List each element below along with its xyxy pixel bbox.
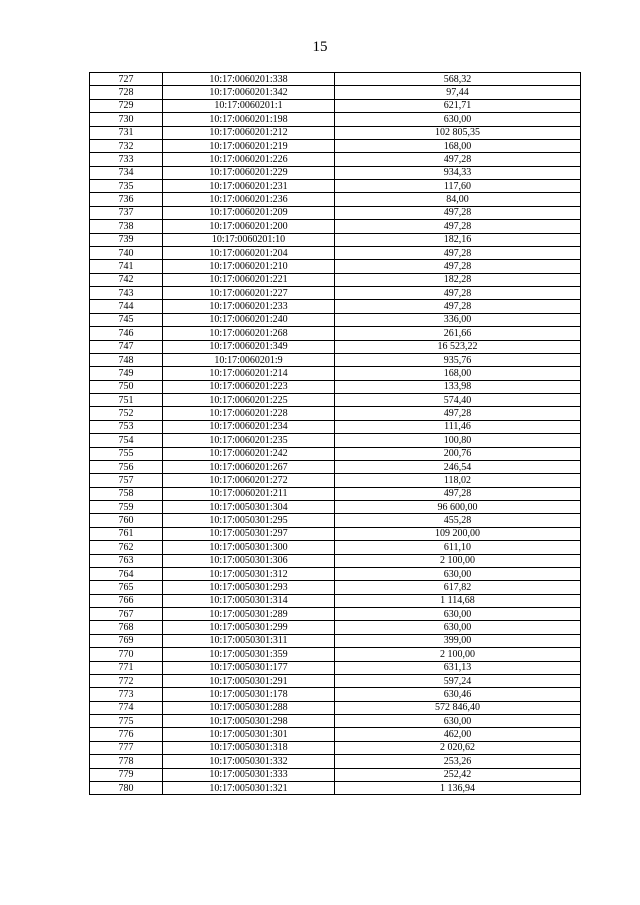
row-number-cell: 767 — [90, 608, 163, 621]
row-number-cell: 774 — [90, 701, 163, 714]
row-number-cell: 751 — [90, 394, 163, 407]
value-cell: 621,71 — [335, 99, 581, 112]
cadastral-number-cell: 10:17:0050301:177 — [163, 661, 335, 674]
table-row — [90, 353, 581, 366]
cadastral-number-cell: 10:17:0060201:349 — [163, 340, 335, 353]
table-row — [90, 273, 581, 286]
table-row — [90, 447, 581, 460]
cadastral-number-cell: 10:17:0060201:209 — [163, 206, 335, 219]
table-row — [90, 581, 581, 594]
value-cell: 182,16 — [335, 233, 581, 246]
page-number: 15 — [312, 39, 328, 55]
value-cell: 617,82 — [335, 581, 581, 594]
table-row — [90, 300, 581, 313]
cadastral-number-cell: 10:17:0060201:235 — [163, 434, 335, 447]
table-row — [90, 701, 581, 714]
cadastral-number-cell: 10:17:0060201:214 — [163, 367, 335, 380]
table-row — [90, 715, 581, 728]
table-row — [90, 220, 581, 233]
cadastral-number-cell: 10:17:0060201:200 — [163, 220, 335, 233]
table-row — [90, 206, 581, 219]
value-cell: 102 805,35 — [335, 126, 581, 139]
table-row — [90, 246, 581, 259]
row-number-cell: 727 — [90, 73, 163, 86]
table-row — [90, 139, 581, 152]
cadastral-number-cell: 10:17:0060201:211 — [163, 487, 335, 500]
value-cell: 497,28 — [335, 407, 581, 420]
value-cell: 253,26 — [335, 755, 581, 768]
row-number-cell: 733 — [90, 153, 163, 166]
table-row — [90, 380, 581, 393]
value-cell: 630,00 — [335, 621, 581, 634]
value-cell: 497,28 — [335, 260, 581, 273]
row-number-cell: 728 — [90, 86, 163, 99]
cadastral-number-cell: 10:17:0060201:227 — [163, 287, 335, 300]
value-cell: 497,28 — [335, 220, 581, 233]
table-row — [90, 501, 581, 514]
table-row — [90, 474, 581, 487]
cadastral-number-cell: 10:17:0060201:338 — [163, 73, 335, 86]
table-row — [90, 394, 581, 407]
row-number-cell: 768 — [90, 621, 163, 634]
row-number-cell: 756 — [90, 460, 163, 473]
value-cell: 168,00 — [335, 139, 581, 152]
row-number-cell: 771 — [90, 661, 163, 674]
row-number-cell: 778 — [90, 755, 163, 768]
table-row — [90, 407, 581, 420]
cadastral-number-cell: 10:17:0050301:297 — [163, 527, 335, 540]
table-row — [90, 741, 581, 754]
value-cell: 96 600,00 — [335, 501, 581, 514]
row-number-cell: 746 — [90, 327, 163, 340]
cadastral-number-cell: 10:17:0050301:333 — [163, 768, 335, 781]
cadastral-number-cell: 10:17:0060201:231 — [163, 180, 335, 193]
table-row — [90, 514, 581, 527]
value-cell: 462,00 — [335, 728, 581, 741]
row-number-cell: 738 — [90, 220, 163, 233]
value-cell: 455,28 — [335, 514, 581, 527]
value-cell: 111,46 — [335, 420, 581, 433]
value-cell: 97,44 — [335, 86, 581, 99]
cadastral-number-cell: 10:17:0050301:298 — [163, 715, 335, 728]
row-number-cell: 740 — [90, 246, 163, 259]
cadastral-number-cell: 10:17:0060201:233 — [163, 300, 335, 313]
row-number-cell: 729 — [90, 99, 163, 112]
value-cell: 572 846,40 — [335, 701, 581, 714]
value-cell: 16 523,22 — [335, 340, 581, 353]
value-cell: 182,28 — [335, 273, 581, 286]
table-row — [90, 608, 581, 621]
value-cell: 497,28 — [335, 206, 581, 219]
cadastral-number-cell: 10:17:0050301:318 — [163, 741, 335, 754]
table-row — [90, 113, 581, 126]
table-row — [90, 193, 581, 206]
cadastral-number-cell: 10:17:0060201:212 — [163, 126, 335, 139]
cadastral-number-cell: 10:17:0050301:299 — [163, 621, 335, 634]
table-row — [90, 674, 581, 687]
table-row — [90, 73, 581, 86]
row-number-cell: 744 — [90, 300, 163, 313]
cadastral-number-cell: 10:17:0060201:204 — [163, 246, 335, 259]
cadastral-number-cell: 10:17:0060201:226 — [163, 153, 335, 166]
cadastral-number-cell: 10:17:0050301:288 — [163, 701, 335, 714]
row-number-cell: 770 — [90, 648, 163, 661]
value-cell: 935,76 — [335, 353, 581, 366]
row-number-cell: 772 — [90, 674, 163, 687]
cadastral-number-cell: 10:17:0050301:332 — [163, 755, 335, 768]
value-cell: 118,02 — [335, 474, 581, 487]
cadastral-number-cell: 10:17:0060201:267 — [163, 460, 335, 473]
value-cell: 630,46 — [335, 688, 581, 701]
row-number-cell: 764 — [90, 567, 163, 580]
table-row — [90, 594, 581, 607]
value-cell: 568,32 — [335, 73, 581, 86]
row-number-cell: 763 — [90, 554, 163, 567]
table-row — [90, 153, 581, 166]
value-cell: 2 100,00 — [335, 554, 581, 567]
table-row — [90, 126, 581, 139]
table-row — [90, 661, 581, 674]
row-number-cell: 757 — [90, 474, 163, 487]
row-number-cell: 769 — [90, 634, 163, 647]
cadastral-number-cell: 10:17:0050301:289 — [163, 608, 335, 621]
table-row — [90, 86, 581, 99]
row-number-cell: 732 — [90, 139, 163, 152]
table-row — [90, 434, 581, 447]
cadastral-number-cell: 10:17:0060201:210 — [163, 260, 335, 273]
cadastral-number-cell: 10:17:0060201:10 — [163, 233, 335, 246]
table-row — [90, 487, 581, 500]
table-row — [90, 781, 581, 794]
value-cell: 630,00 — [335, 567, 581, 580]
cadastral-number-cell: 10:17:0060201:198 — [163, 113, 335, 126]
table-row — [90, 554, 581, 567]
table-row — [90, 420, 581, 433]
table-row — [90, 527, 581, 540]
row-number-cell: 754 — [90, 434, 163, 447]
value-cell: 1 136,94 — [335, 781, 581, 794]
value-cell: 133,98 — [335, 380, 581, 393]
row-number-cell: 777 — [90, 741, 163, 754]
value-cell: 246,54 — [335, 460, 581, 473]
value-cell: 84,00 — [335, 193, 581, 206]
row-number-cell: 758 — [90, 487, 163, 500]
cadastral-number-cell: 10:17:0060201:225 — [163, 394, 335, 407]
table-row — [90, 313, 581, 326]
cadastral-number-cell: 10:17:0060201:342 — [163, 86, 335, 99]
value-cell: 574,40 — [335, 394, 581, 407]
cadastral-number-cell: 10:17:0060201:272 — [163, 474, 335, 487]
row-number-cell: 775 — [90, 715, 163, 728]
cadastral-number-cell: 10:17:0050301:300 — [163, 541, 335, 554]
value-cell: 497,28 — [335, 153, 581, 166]
table-row — [90, 541, 581, 554]
row-number-cell: 753 — [90, 420, 163, 433]
cadastral-number-cell: 10:17:0060201:229 — [163, 166, 335, 179]
table-row — [90, 768, 581, 781]
row-number-cell: 731 — [90, 126, 163, 139]
value-cell: 1 114,68 — [335, 594, 581, 607]
value-cell: 497,28 — [335, 287, 581, 300]
value-cell: 261,66 — [335, 327, 581, 340]
row-number-cell: 766 — [90, 594, 163, 607]
cadastral-number-cell: 10:17:0060201:236 — [163, 193, 335, 206]
value-cell: 109 200,00 — [335, 527, 581, 540]
cadastral-number-cell: 10:17:0060201:9 — [163, 353, 335, 366]
value-cell: 117,60 — [335, 180, 581, 193]
table-row — [90, 287, 581, 300]
row-number-cell: 776 — [90, 728, 163, 741]
table-row — [90, 367, 581, 380]
table-row — [90, 166, 581, 179]
cadastral-number-cell: 10:17:0050301:178 — [163, 688, 335, 701]
cadastral-number-cell: 10:17:0060201:228 — [163, 407, 335, 420]
row-number-cell: 737 — [90, 206, 163, 219]
row-number-cell: 736 — [90, 193, 163, 206]
cadastral-number-cell: 10:17:0060201:268 — [163, 327, 335, 340]
value-cell: 200,76 — [335, 447, 581, 460]
value-cell: 100,80 — [335, 434, 581, 447]
cadastral-table — [89, 72, 581, 795]
row-number-cell: 749 — [90, 367, 163, 380]
value-cell: 497,28 — [335, 300, 581, 313]
value-cell: 336,00 — [335, 313, 581, 326]
row-number-cell: 741 — [90, 260, 163, 273]
row-number-cell: 750 — [90, 380, 163, 393]
cadastral-number-cell: 10:17:0050301:321 — [163, 781, 335, 794]
table-row — [90, 327, 581, 340]
table-row — [90, 340, 581, 353]
row-number-cell: 760 — [90, 514, 163, 527]
value-cell: 399,00 — [335, 634, 581, 647]
value-cell: 497,28 — [335, 246, 581, 259]
row-number-cell: 735 — [90, 180, 163, 193]
cadastral-number-cell: 10:17:0050301:359 — [163, 648, 335, 661]
row-number-cell: 773 — [90, 688, 163, 701]
cadastral-number-cell: 10:17:0060201:234 — [163, 420, 335, 433]
value-cell: 630,00 — [335, 113, 581, 126]
row-number-cell: 765 — [90, 581, 163, 594]
row-number-cell: 747 — [90, 340, 163, 353]
row-number-cell: 743 — [90, 287, 163, 300]
table-row — [90, 260, 581, 273]
cadastral-number-cell: 10:17:0050301:291 — [163, 674, 335, 687]
row-number-cell: 745 — [90, 313, 163, 326]
row-number-cell: 762 — [90, 541, 163, 554]
cadastral-number-cell: 10:17:0060201:223 — [163, 380, 335, 393]
row-number-cell: 752 — [90, 407, 163, 420]
table-row — [90, 755, 581, 768]
value-cell: 497,28 — [335, 487, 581, 500]
row-number-cell: 755 — [90, 447, 163, 460]
value-cell: 631,13 — [335, 661, 581, 674]
value-cell: 934,33 — [335, 166, 581, 179]
row-number-cell: 742 — [90, 273, 163, 286]
table-row — [90, 567, 581, 580]
value-cell: 168,00 — [335, 367, 581, 380]
cadastral-number-cell: 10:17:0050301:301 — [163, 728, 335, 741]
table-row — [90, 634, 581, 647]
table-row — [90, 99, 581, 112]
cadastral-number-cell: 10:17:0060201:1 — [163, 99, 335, 112]
cadastral-number-cell: 10:17:0060201:240 — [163, 313, 335, 326]
row-number-cell: 780 — [90, 781, 163, 794]
table-row — [90, 180, 581, 193]
row-number-cell: 779 — [90, 768, 163, 781]
table-row — [90, 233, 581, 246]
table-row — [90, 621, 581, 634]
row-number-cell: 730 — [90, 113, 163, 126]
cadastral-number-cell: 10:17:0060201:221 — [163, 273, 335, 286]
row-number-cell: 739 — [90, 233, 163, 246]
cadastral-number-cell: 10:17:0050301:293 — [163, 581, 335, 594]
value-cell: 2 020,62 — [335, 741, 581, 754]
row-number-cell: 759 — [90, 501, 163, 514]
cadastral-number-cell: 10:17:0060201:219 — [163, 139, 335, 152]
value-cell: 252,42 — [335, 768, 581, 781]
value-cell: 611,10 — [335, 541, 581, 554]
value-cell: 630,00 — [335, 715, 581, 728]
cadastral-number-cell: 10:17:0050301:295 — [163, 514, 335, 527]
table-row — [90, 728, 581, 741]
value-cell: 630,00 — [335, 608, 581, 621]
table-row — [90, 688, 581, 701]
cadastral-number-cell: 10:17:0050301:306 — [163, 554, 335, 567]
row-number-cell: 734 — [90, 166, 163, 179]
cadastral-number-cell: 10:17:0060201:242 — [163, 447, 335, 460]
cadastral-number-cell: 10:17:0050301:314 — [163, 594, 335, 607]
value-cell: 2 100,00 — [335, 648, 581, 661]
row-number-cell: 761 — [90, 527, 163, 540]
cadastral-number-cell: 10:17:0050301:312 — [163, 567, 335, 580]
table-row — [90, 648, 581, 661]
cadastral-number-cell: 10:17:0050301:311 — [163, 634, 335, 647]
table-body — [90, 73, 581, 795]
value-cell: 597,24 — [335, 674, 581, 687]
cadastral-number-cell: 10:17:0050301:304 — [163, 501, 335, 514]
table-row — [90, 460, 581, 473]
row-number-cell: 748 — [90, 353, 163, 366]
